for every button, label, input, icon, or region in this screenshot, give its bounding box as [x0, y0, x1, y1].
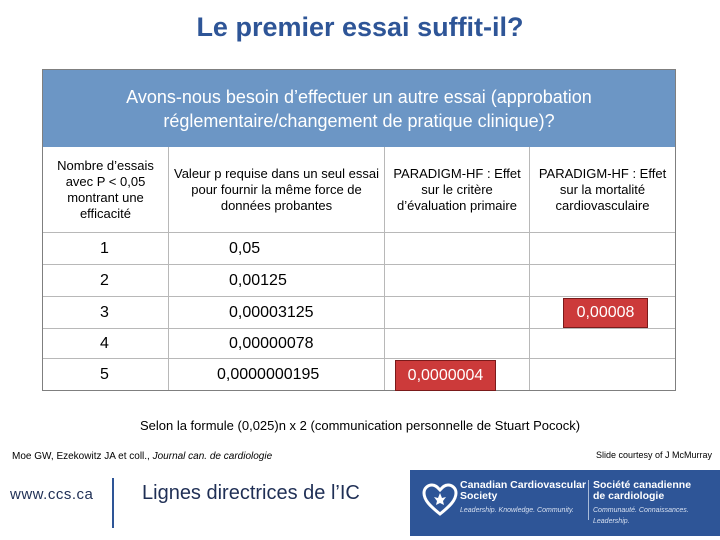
highlight-primary: 0,0000004	[395, 360, 496, 391]
table-row: 3	[43, 297, 169, 329]
table-row: 0,0000000195	[169, 359, 385, 390]
footer-divider	[112, 478, 114, 528]
table-row: 0,00125	[169, 265, 385, 297]
table-row: 0,05	[169, 233, 385, 265]
logo-english: Canadian Cardiovascular Society Leadership. Knowledge. Community.	[460, 479, 587, 514]
guidelines-label: Lignes directrices de l’IC	[142, 482, 360, 504]
column-header-trials: Nombre d’essais avec P < 0,05 montrant une efficacité	[43, 147, 169, 233]
logo-french: Société canadienne de cardiologie Communauté. Connaissances. Leadership.	[593, 479, 692, 525]
column-header-primary: PARADIGM-HF : Effet sur le critère d’évaluation primaire	[385, 147, 530, 233]
formula-note: Selon la formule (0,025)n x 2 (communication personnelle de Stuart Pocock)	[139, 418, 581, 433]
reference-authors: Moe GW, Ezekowitz JA et coll.,	[12, 451, 153, 462]
reference-journal: Journal can. de cardiologie	[152, 451, 273, 462]
table-row: 5	[43, 359, 169, 390]
slide-title: Le premier essai suffit-il?	[196, 12, 524, 42]
comparison-table	[42, 69, 676, 391]
column-header-pvalue: Valeur p requise dans un seul essai pour fournir la même force de données probantes	[169, 147, 385, 233]
courtesy-note: Slide courtesy of J McMurray	[595, 450, 712, 460]
table-row: 0,00000078	[169, 329, 385, 359]
table-header	[43, 70, 675, 147]
heart-maple-leaf-icon	[420, 480, 460, 520]
table-row: 2	[43, 265, 169, 297]
column-header-cv-mortality: PARADIGM-HF : Effet sur la mortalité cardiovasculaire	[530, 147, 675, 233]
ccs-logo	[410, 470, 720, 536]
table-row: 1	[43, 233, 169, 265]
footer	[0, 468, 720, 540]
logo-divider	[588, 480, 589, 520]
table-header-text: Avons-nous besoin d’effectuer un autre essai (approbation réglementaire/changement de pratique clinique)?	[126, 86, 592, 131]
highlight-cv-mortality: 0,00008	[563, 298, 648, 328]
table-row: 4	[43, 329, 169, 359]
website-link[interactable]: www.ccs.ca	[10, 486, 94, 503]
reference-citation	[12, 451, 272, 462]
table-row: 0,00003125	[169, 297, 385, 329]
